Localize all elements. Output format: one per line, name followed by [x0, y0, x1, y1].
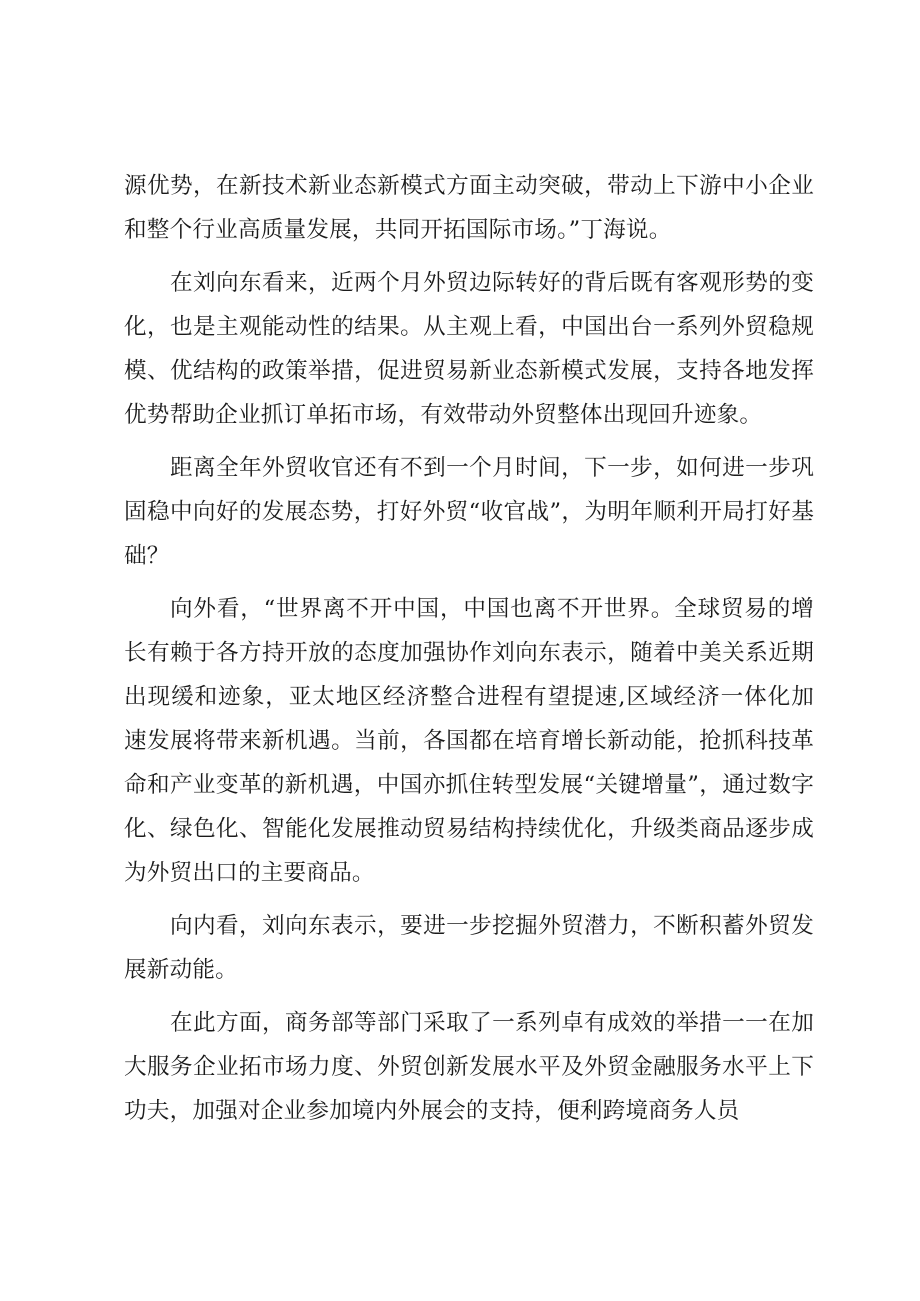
- paragraph: 向外看，“世界离不开中国，中国也离不开世界。全球贸易的增长有赖于各方持开放的态度加强协作刘向东表示，随着中美关系近期出现缓和迹象，亚太地区经济整合进程有望提速,区域经济一体化加速发展将带来新机遇。当前，各国都在培育增长新动能，抢抓科技革命和产业变革的新机遇，中国亦抓住转型发展“关键增量”，通过数字化、绿色化、智能化发展推动贸易结构持续优化，升级类商品逐步成为外贸出口的主要商品。: [124, 596, 814, 886]
- paragraph: 距离全年外贸收官还有不到一个月时间，下一步，如何进一步巩固稳中向好的发展态势，打好外贸“收官战”，为明年顺利开局打好基础？: [124, 455, 814, 569]
- document-body: [124, 164, 814, 1133]
- paragraph: 向内看，刘向东表示，要进一步挖掘外贸潜力，不断积蓄外贸发展新动能。: [124, 913, 814, 983]
- paragraph: 源优势，在新技术新业态新模式方面主动突破，带动上下游中小企业和整个行业高质量发展，共同开拓国际市场。”丁海说。: [124, 173, 814, 243]
- paragraph: 在此方面，商务部等部门采取了一系列卓有成效的举措一一在加大服务企业拓市场力度、外贸创新发展水平及外贸金融服务水平上下功夫，加强对企业参加境内外展会的支持，便利跨境商务人员: [124, 1010, 814, 1124]
- paragraph: 在刘向东看来，近两个月外贸边际转好的背后既有客观形势的变化，也是主观能动性的结果。从主观上看，中国出台一系列外贸稳规模、优结构的政策举措，促进贸易新业态新模式发展，支持各地发挥优势帮助企业抓订单拓市场，有效带动外贸整体出现回升迹象。: [124, 270, 814, 428]
